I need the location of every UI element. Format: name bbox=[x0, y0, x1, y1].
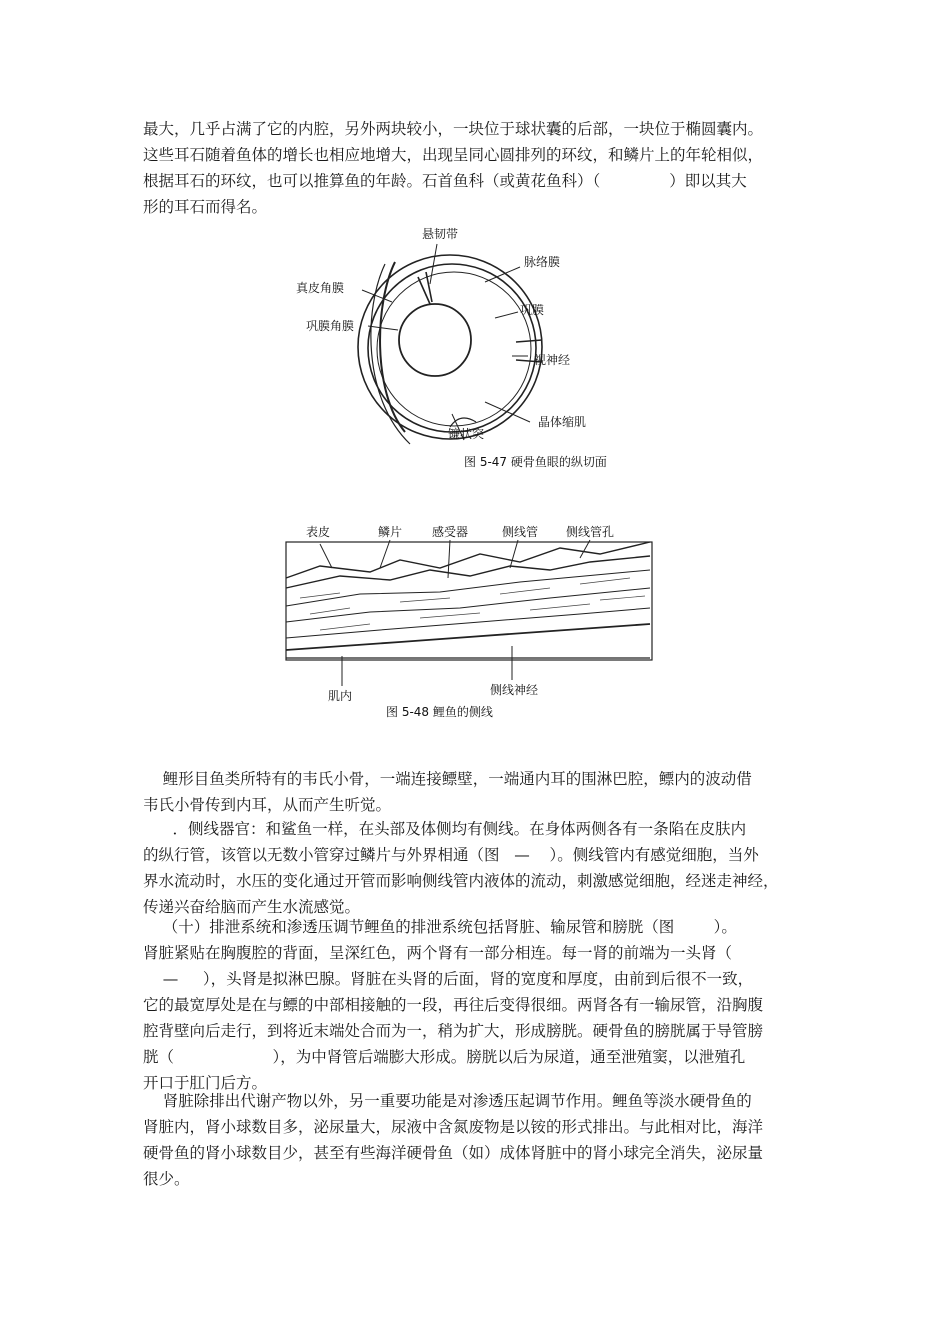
label-lateral-nerve: 侧线神经 bbox=[490, 683, 539, 697]
label-scale: 鳞片 bbox=[378, 525, 403, 539]
text-line: 鲤形目鱼类所特有的韦氏小骨，一端连接鳔壁，一端通内耳的围淋巴腔，鳔内的波动借 bbox=[143, 770, 752, 788]
label-scleral-cornea: 巩膜角膜 bbox=[306, 319, 355, 333]
text-line: 很少。 bbox=[143, 1170, 190, 1188]
label-epidermis: 表皮 bbox=[306, 525, 331, 539]
text-line: 的纵行管，该管以无数小管穿过鳞片与外界相通（图 — ）。侧线管内有感觉细胞，当外 bbox=[143, 846, 759, 864]
text-line: 传递兴奋给脑而产生水流感觉。 bbox=[143, 898, 361, 916]
label-sclera: 巩膜 bbox=[520, 303, 545, 317]
figure-caption: 图 5-48 鲤鱼的侧线 bbox=[386, 705, 493, 719]
paragraph-lateral-line bbox=[143, 816, 810, 920]
text-line: ．侧线器官：和鲨鱼一样，在头部及体侧均有侧线。在身体两侧各有一条陷在皮肤内 bbox=[143, 820, 747, 838]
text-line: 它的最宽厚处是在与鳔的中部相接触的一段，再往后变得很细。两肾各有一输尿管，沿胸腹 bbox=[143, 996, 764, 1014]
label-falciform: 镰状突 bbox=[448, 427, 485, 441]
figure-lateral-line bbox=[280, 518, 660, 723]
label-choroid: 脉络膜 bbox=[524, 255, 561, 269]
label-lateral-pore: 侧线管孔 bbox=[566, 525, 615, 539]
lateral-line-diagram bbox=[280, 518, 660, 723]
figure-caption: 图 5-47 硬骨鱼眼的纵切面 bbox=[464, 455, 607, 469]
paragraph-otoliths bbox=[143, 116, 810, 220]
label-lateral-canal: 侧线管 bbox=[502, 525, 539, 539]
text-line: 韦氏小骨传到内耳，从而产生听觉。 bbox=[143, 796, 392, 814]
text-line: 开口于肛门后方。 bbox=[143, 1074, 268, 1092]
paragraph-osmoregulation bbox=[143, 1088, 810, 1192]
label-lens-muscle: 晶体缩肌 bbox=[538, 415, 587, 429]
label-muscle: 肌内 bbox=[328, 689, 353, 703]
label-suspensory: 悬韧带 bbox=[422, 227, 459, 241]
eye-diagram bbox=[280, 222, 660, 482]
label-dermal-cornea: 真皮角膜 bbox=[296, 281, 345, 295]
text-line: 胱（ ），为中肾管后端膨大形成。膀胱以后为尿道，通至泄殖窦，以泄殖孔 bbox=[143, 1048, 746, 1066]
text-line: 根据耳石的环纹，也可以推算鱼的年龄。石首鱼科（或黄花鱼科）（ ）即以其大 bbox=[143, 172, 747, 190]
label-receptor: 感受器 bbox=[432, 525, 469, 539]
figure-fish-eye bbox=[280, 222, 660, 482]
label-optic-nerve: 视神经 bbox=[534, 353, 571, 367]
text-line: 腔背壁向后走行，到将近末端处合而为一，稍为扩大，形成膀胱。硬骨鱼的膀胱属于导管膀 bbox=[143, 1022, 764, 1040]
text-line: 这些耳石随着鱼体的增长也相应地增大，出现呈同心圆排列的环纹，和鳞片上的年轮相似， bbox=[143, 146, 764, 164]
text-line: — ），头肾是拟淋巴腺。肾脏在头肾的后面，肾的宽度和厚度，由前到后很不一致， bbox=[143, 970, 754, 988]
text-line: 界水流动时，水压的变化通过开管而影响侧线管内液体的流动，刺激感觉细胞，经迷走神经， bbox=[143, 872, 779, 890]
text-line: 肾脏紧贴在胸腹腔的背面，呈深红色，两个肾有一部分相连。每一肾的前端为一头肾（ bbox=[143, 944, 733, 962]
text-line: 形的耳石而得名。 bbox=[143, 198, 268, 216]
text-line: 硬骨鱼的肾小球数目少，甚至有些海洋硬骨鱼（如）成体肾脏中的肾小球完全消失，泌尿量 bbox=[143, 1144, 764, 1162]
text-line: （十）排泄系统和渗透压调节鲤鱼的排泄系统包括肾脏、输尿管和膀胱（图 ）。 bbox=[143, 918, 737, 936]
text-line: 肾脏内，肾小球数目多，泌尿量大，尿液中含氮废物是以铵的形式排出。与此相对比，海洋 bbox=[143, 1118, 764, 1136]
paragraph-weberian-ossicles bbox=[143, 766, 810, 818]
paragraph-excretory-system bbox=[143, 914, 810, 1096]
text-line: 最大，几乎占满了它的内腔，另外两块较小，一块位于球状囊的后部，一块位于椭圆囊内。 bbox=[143, 120, 764, 138]
text-line: 肾脏除排出代谢产物以外，另一重要功能是对渗透压起调节作用。鲤鱼等淡水硬骨鱼的 bbox=[143, 1092, 752, 1110]
